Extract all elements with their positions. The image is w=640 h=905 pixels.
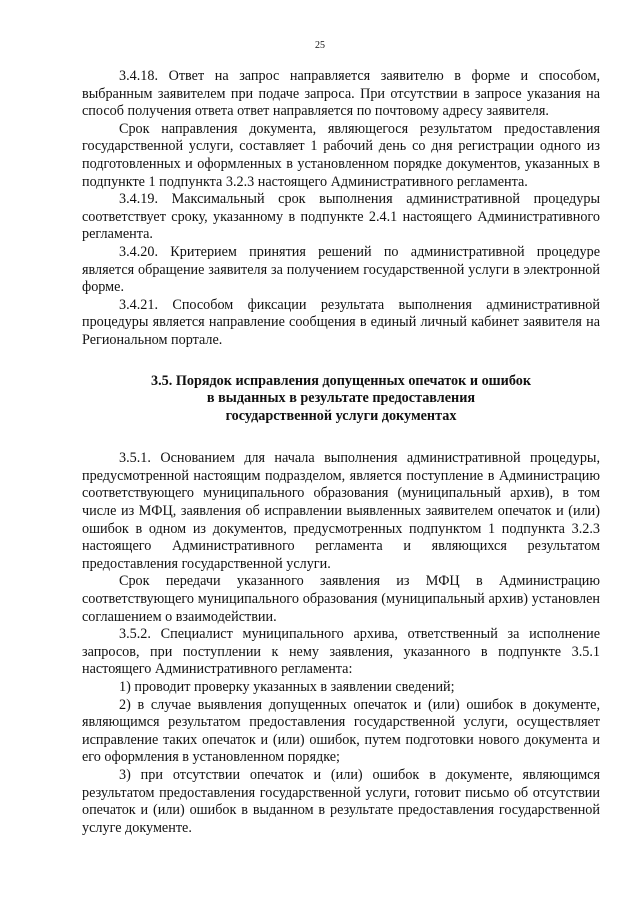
section-heading-line: в выданных в результате предоставления (206, 390, 476, 407)
paragraph-transfer-deadline: Срок передачи указанного заявления из МФЦ в Администрацию соответствующего муниципального образования (муниципальный архив) установлен соглашением о взаимодействии. (82, 573, 600, 625)
list-item-3: 3) при отсутствии опечаток и (или) ошибок в документе, являющимся результатом предоставления государственной услуги, готовит письмо об отсутствии опечаток и (или) ошибок в выданном в результате предоставления государственной услуге документе. (82, 766, 600, 836)
paragraph-document-deadline: Срок направления документа, являющегося результатом предоставления государственной услуги, составляет 1 рабочий день со дня регистрации одного из подготовленных и оформленных в установленном порядке документов, указанных в подпункте 1 подпункта 3.2.3 настоящего Административного регламента. (82, 120, 600, 190)
paragraph-3-4-20: 3.4.20. Критерием принятия решений по административной процедуре является обращение заявителя за получением государственной услуги в электронной форме. (82, 243, 600, 296)
page-number: 25 (315, 40, 325, 51)
paragraph-3-4-18: 3.4.18. Ответ на запрос направляется заявителю в форме и способом, выбранным заявителем при подаче запроса. При отсутствии в запросе указания на способ получения ответа ответ направляется по почтовому адресу заявителя. (82, 68, 600, 120)
list-item-1: 1) проводит проверку указанных в заявлении сведений; (119, 679, 455, 695)
section-heading-line: 3.5. Порядок исправления допущенных опечаток и ошибок (150, 372, 531, 389)
paragraph-3-4-21: 3.4.21. Способом фиксации результата выполнения административной процедуры является направление сообщения в единый личный кабинет заявителя на Региональном портале. (82, 296, 600, 348)
section-heading-3-5 (82, 373, 600, 426)
list-item-2: 2) в случае выявления допущенных опечаток и (или) ошибок в документе, являющимся результатом предоставления государственной услуги, осуществляет исправление таких опечаток и (или) ошибок, путем подготовки нового документа и его оформления в установленном порядке; (82, 696, 600, 766)
section-heading-line: государственной услуги документах (225, 407, 457, 424)
paragraph-3-5-2: 3.5.2. Специалист муниципального архива, ответственный за исполнение запросов, при поступлении к нему заявления, указанного в подпункте 3.5.1 настоящего Административного регламента: (82, 626, 600, 678)
document-body (82, 68, 600, 837)
paragraph-3-4-19: 3.4.19. Максимальный срок выполнения административной процедуры соответствует сроку, указанному в подпункте 2.4.1 настоящего Административного регламента. (82, 191, 600, 243)
paragraph-3-5-1: 3.5.1. Основанием для начала выполнения административной процедуры, предусмотренной настоящим подразделом, является поступление в Администрацию соответствующего муниципального образования (муниципальный архив), в том числе из МФЦ, заявления об исправлении выявленных заявителем опечаток и (или) ошибок в одном из документов, предусмотренных подпунктом 1 подпункта 3.2.3 настоящего Административного регламента и являющихся результатом предоставления государственной услуги. (82, 450, 600, 572)
